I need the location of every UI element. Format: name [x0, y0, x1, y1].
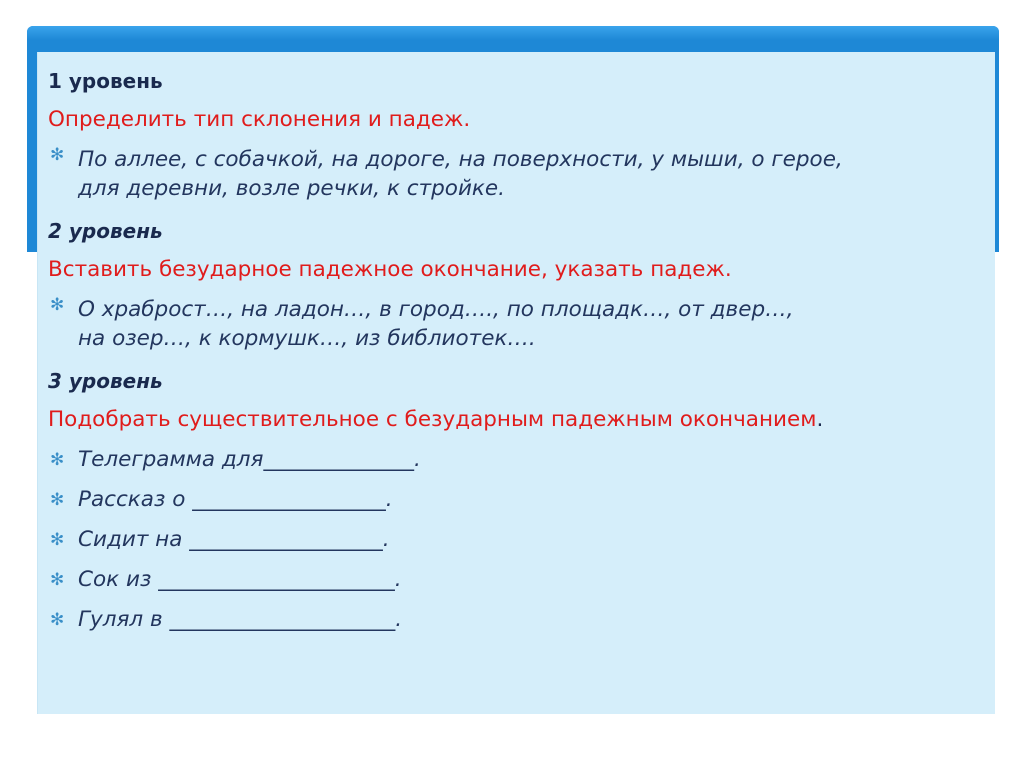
level3-item — [48, 560, 981, 600]
slide-content-panel — [37, 52, 995, 714]
level3-item — [48, 600, 981, 640]
level1-task: Определить тип склонения и падеж. — [48, 107, 471, 132]
level3-item-text: Телеграмма для______________. — [78, 447, 421, 472]
level2-heading: 2 уровень — [48, 219, 163, 243]
bullet-star-icon: ✻ — [50, 610, 65, 630]
level1-heading: 1 уровень — [48, 69, 163, 93]
level3-item — [48, 520, 981, 560]
level3-item — [48, 440, 981, 480]
bullet-star-icon: ✻ — [50, 490, 65, 510]
level2-task: Вставить безударное падежное окончание, указать падеж. — [48, 257, 732, 282]
level1-words-line2: для деревни, возле речки, к стройке. — [78, 176, 505, 201]
slide-header-shine — [27, 26, 999, 40]
bullet-star-icon: ✻ — [50, 145, 65, 165]
level2-words — [48, 290, 981, 362]
level3-item-text: Гулял в _____________________. — [78, 607, 403, 632]
level3-heading: 3 уровень — [48, 369, 163, 393]
bullet-star-icon: ✻ — [50, 295, 65, 315]
bullet-star-icon: ✻ — [50, 530, 65, 550]
level3-item-text: Сидит на __________________. — [78, 527, 390, 552]
level2-words-line2: на озер…, к кормушк…, из библиотек…. — [78, 326, 536, 351]
level3-item-text: Сок из ______________________. — [78, 567, 402, 592]
level1-words-line1: По аллее, с собачкой, на дороге, на поверхности, у мыши, о герое, — [78, 147, 843, 172]
level3-item — [48, 480, 981, 520]
level3-task-text: Подобрать существительное с безударным падежным окончанием — [48, 407, 817, 432]
bullet-star-icon: ✻ — [50, 570, 65, 590]
bullet-star-icon: ✻ — [50, 450, 65, 470]
level2-words-line1: О храброст…, на ладон…, в город…., по площадк…, от двер…, — [78, 297, 794, 322]
level3-item-text: Рассказ о __________________. — [78, 487, 393, 512]
level1-words — [48, 140, 981, 212]
level3-task-period: . — [816, 407, 824, 432]
level3-task — [48, 400, 981, 440]
